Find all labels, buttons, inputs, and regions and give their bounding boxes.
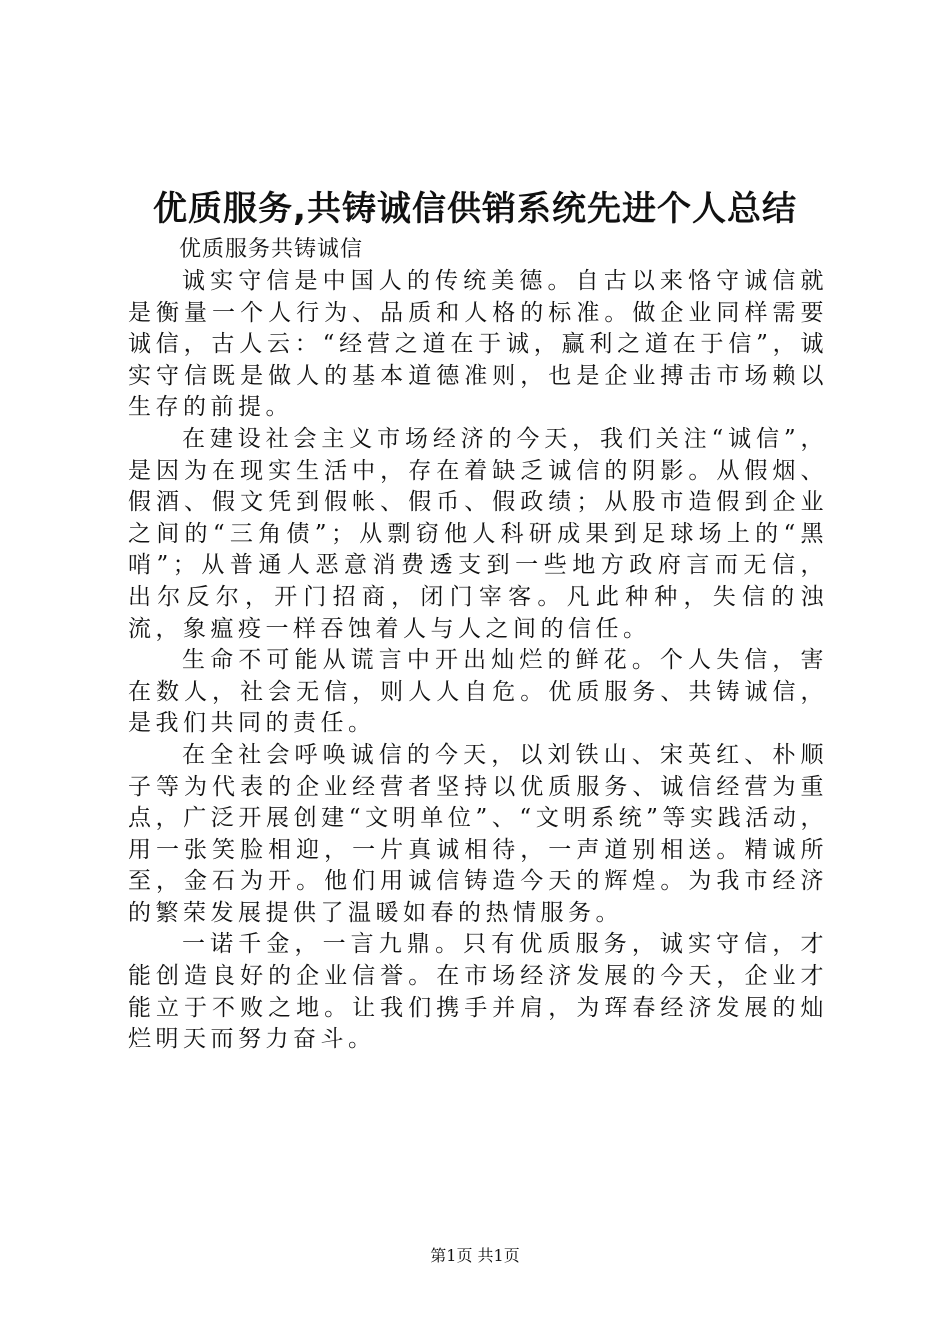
paragraph-4: 在全社会呼唤诚信的今天，以刘铁山、宋英红、朴顺子等为代表的企业经营者坚持以优质服务、诚信经营为重点，广泛开展创建“文明单位”、“文明系统”等实践活动，用一张笑脸相迎，一片真诚相待，一声道别相送。精诚所至，金石为开。他们用诚信铸造今天的辉煌。为我市经济的繁荣发展提供了温暖如春的热情服务。 — [128, 741, 828, 926]
paragraph-1: 诚实守信是中国人的传统美德。自古以来恪守诚信就是衡量一个人行为、品质和人格的标准。做企业同样需要诚信，古人云：“经营之道在于诚，赢利之道在于信”，诚实守信既是做人的基本道德准则，也是企业搏击市场赖以生存的前提。 — [128, 268, 828, 421]
document-subtitle: 优质服务共铸诚信 — [179, 237, 364, 262]
paragraph-3: 生命不可能从谎言中开出灿烂的鲜花。个人失信，害在数人，社会无信，则人人自危。优质服务、共铸诚信，是我们共同的责任。 — [128, 647, 828, 737]
page-footer: 第1页 共1页 — [430, 1246, 520, 1265]
document-body — [128, 234, 828, 1056]
document-title: 优质服务,共铸诚信供销系统先进个人总结 — [153, 189, 797, 229]
paragraph-2: 在建设社会主义市场经济的今天，我们关注“诚信”，是因为在现实生活中，存在着缺乏诚信的阴影。从假烟、假酒、假文凭到假帐、假币、假政绩；从股市造假到企业之间的“三角债”；从剽窃他人科研成果到足球场上的“黑哨”；从普通人恶意消费透支到一些地方政府言而无信，出尔反尔，开门招商，闭门宰客。凡此种种，失信的浊流，象瘟疫一样吞蚀着人与人之间的信任。 — [128, 425, 828, 642]
paragraph-5: 一诺千金，一言九鼎。只有优质服务，诚实守信，才能创造良好的企业信誉。在市场经济发展的今天，企业才能立于不败之地。让我们携手并肩，为珲春经济发展的灿烂明天而努力奋斗。 — [128, 931, 828, 1053]
